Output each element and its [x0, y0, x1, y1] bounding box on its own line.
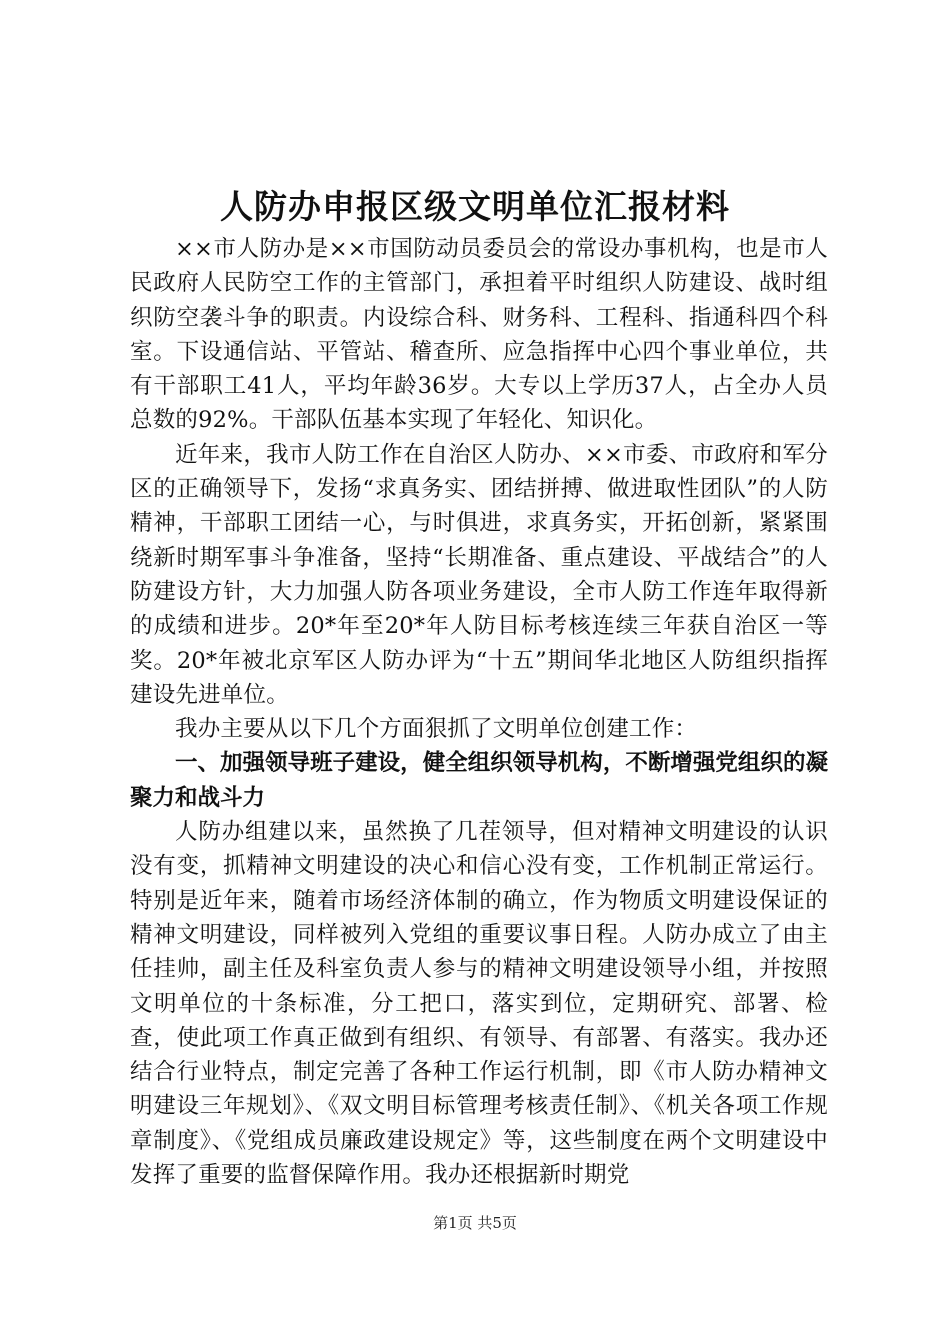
section-paragraph: 人防办组建以来，虽然换了几茬领导，但对精神文明建设的认识没有变，抓精神文明建设的决心和信心没有变，工作机制正常运行。特别是近年来，随着市场经济体制的确立，作为物质文明建设保证的精神文明建设，同样被列入党组的重要议事日程。人防办成立了由主任挂帅，副主任及科室负责人参与的精神文明建设领导小组，并按照文明单位的十条标准，分工把口，落实到位，定期研究、部署、检查，使此项工作真正做到有组织、有领导、有部署、有落实。我办还结合行业特点，制定完善了各种工作运行机制，即《市人防办精神文明建设三年规划》、《双文明目标管理考核责任制》、《机关各项工作规章制度》、《党组成员廉政建设规定》等，这些制度在两个文明建设中发挥了重要的监督保障作用。我办还根据新时期党 — [130, 819, 828, 1189]
page-footer: 第1页 共5页 — [433, 1214, 517, 1232]
transition-paragraph: 我办主要从以下几个方面狠抓了文明单位创建工作： — [175, 716, 698, 743]
section-heading: 一、加强领导班子建设，健全组织领导机构，不断增强党组织的凝聚力和战斗力 — [130, 750, 828, 811]
achievements-paragraph: 近年来，我市人防工作在自治区人防办、××市委、市政府和军分区的正确领导下，发扬“求真务实、团结拼搏、做进取性团队”的人防精神，干部职工团结一心，与时俱进，求真务实，开拓创新，紧紧围绕新时期军事斗争准备，坚持“长期准备、重点建设、平战结合”的人防建设方针，大力加强人防各项业务建设，全市人防工作连年取得新的成绩和进步。20*年至20*年人防目标考核连续三年获自治区一等奖。20*年被北京军区人防办评为“十五”期间华北地区人防组织指挥建设先进单位。 — [130, 441, 828, 708]
document-title: 人防办申报区级文明单位汇报材料 — [220, 187, 730, 226]
document-body — [130, 232, 828, 1192]
intro-paragraph: ××市人防办是××市国防动员委员会的常设办事机构，也是市人民政府人民防空工作的主管部门，承担着平时组织人防建设、战时组织防空袭斗争的职责。内设综合科、财务科、工程科、指通科四个科室。下设通信站、平管站、稽查所、应急指挥中心四个事业单位，共有干部职工41人，平均年龄36岁。大专以上学历37人，占全办人员总数的92%。干部队伍基本实现了年轻化、知识化。 — [130, 236, 828, 434]
